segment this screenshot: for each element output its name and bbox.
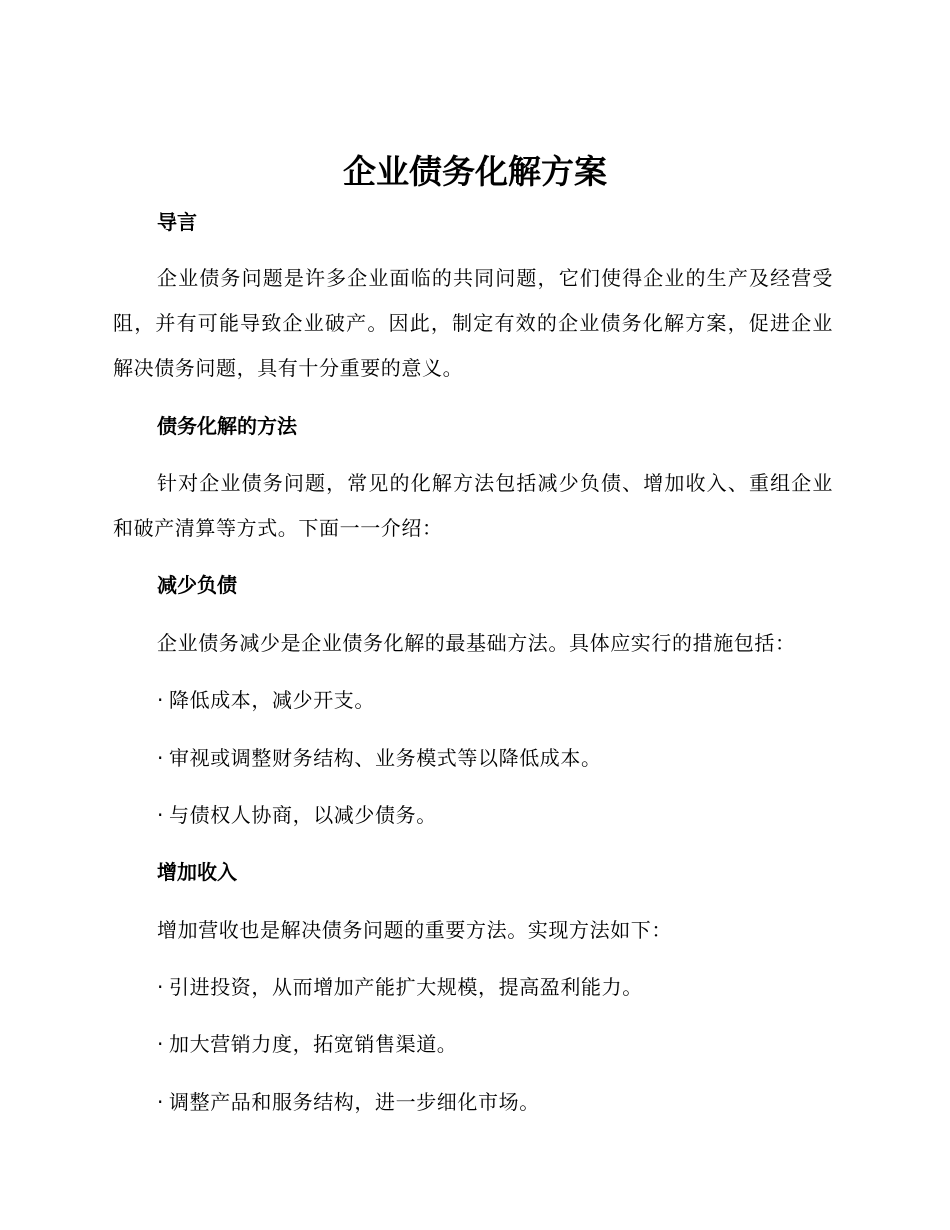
bullet-text: 调整产品和服务结构，进一步细化市场。	[169, 1090, 540, 1114]
bullet-text: 引进投资，从而增加产能扩大规模，提高盈利能力。	[169, 975, 643, 999]
bullet-dot: ·	[157, 975, 164, 999]
bullet-dot: ·	[157, 1090, 164, 1114]
increase-income-paragraph: 增加营收也是解决债务问题的重要方法。实现方法如下：	[157, 918, 672, 942]
bullet-text: 降低成本，减少开支。	[169, 688, 375, 712]
bullet-item	[157, 973, 643, 1001]
bullet-item	[157, 744, 602, 772]
bullet-item	[157, 801, 437, 829]
bullet-dot: ·	[157, 746, 164, 770]
bullet-text: 与债权人协商，以减少债务。	[169, 803, 437, 827]
section-heading-methods: 债务化解的方法	[157, 414, 297, 438]
bullet-text: 加大营销力度，拓宽销售渠道。	[169, 1032, 458, 1056]
section-heading-increase-income: 增加收入	[157, 860, 237, 884]
reduce-debt-paragraph: 企业债务减少是企业债务化解的最基础方法。具体应实行的措施包括：	[157, 631, 796, 655]
section-heading-reduce-debt: 减少负债	[157, 573, 237, 597]
section-heading-intro: 导言	[157, 210, 197, 234]
bullet-dot: ·	[157, 803, 164, 827]
bullet-item	[157, 1088, 540, 1116]
methods-paragraph: 针对企业债务问题，常见的化解方法包括减少负债、增加收入、重组企业和破产清算等方式。下面一一介绍：	[113, 471, 833, 540]
document-title: 企业债务化解方案	[343, 152, 607, 191]
bullet-dot: ·	[157, 1032, 164, 1056]
intro-paragraph: 企业债务问题是许多企业面临的共同问题，它们使得企业的生产及经营受阻，并有可能导致企业破产。因此，制定有效的企业债务化解方案，促进企业解决债务问题，具有十分重要的意义。	[113, 266, 833, 380]
bullet-dot: ·	[157, 688, 164, 712]
bullet-text: 审视或调整财务结构、业务模式等以降低成本。	[169, 746, 602, 770]
bullet-item	[157, 686, 375, 714]
bullet-item	[157, 1030, 457, 1058]
